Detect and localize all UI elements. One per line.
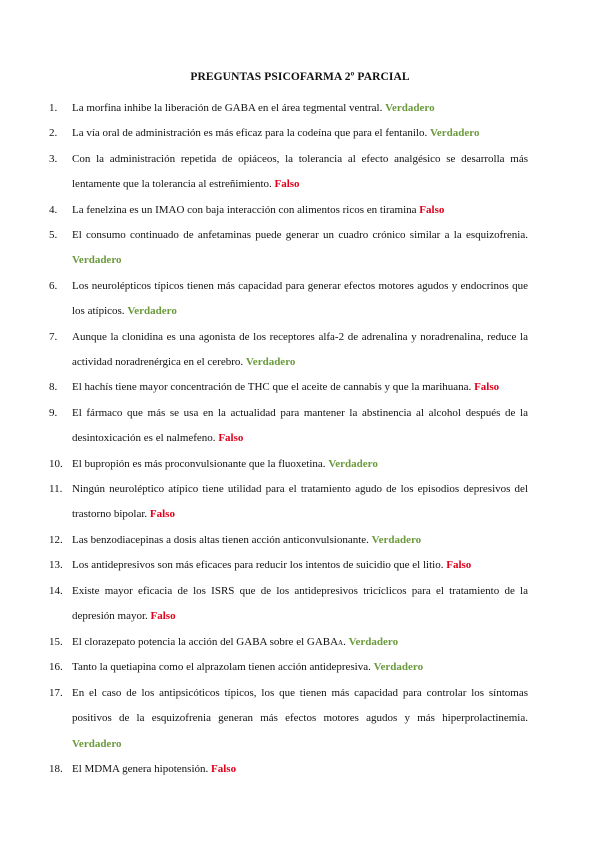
question-text [72,757,528,782]
answer-true-label: Verdadero [72,254,122,267]
question-number: 11. [49,483,63,495]
question-text [72,630,528,656]
answer-false-label: Falso [211,763,237,775]
question-number: 17. [49,687,63,699]
question-number: 2. [49,127,58,139]
question-number: 13. [49,559,63,571]
question-text [72,375,528,400]
question-text [72,198,528,223]
statement-period: . [343,636,346,648]
question-text [72,681,528,757]
answer-true-label: Verdadero [348,636,399,648]
answer-true-label: Verdadero [373,661,424,673]
question-text [72,325,528,376]
question-number: 15. [49,636,63,648]
question-statement: La fenelzina es un IMAO con baja interacción con alimentos ricos en tiramina [72,204,417,216]
answer-false-label: Falso [474,381,500,393]
question-statement: Con la administración repetida de opiáceos, la tolerancia al efecto analgésico se desarrolla más lentamente que la tolerancia al estreñimiento. [72,153,528,191]
question-statement: Ningún neuroléptico atípico tiene utilidad para el tratamiento agudo de los episodios depresivos del trastorno bipolar. [72,483,528,521]
question-text [72,274,528,325]
question-statement: Aunque la clonidina es una agonista de los receptores alfa-2 de adrenalina y noradrenalina, reduce la actividad noradrenérgica en el cerebro. [72,331,528,369]
question-statement: Existe mayor eficacia de los ISRS que de los antidepresivos tricíclicos para el tratamiento de la depresión mayor. [72,585,528,623]
answer-true-label: Verdadero [385,102,435,114]
question-text [72,121,528,146]
question-text [72,147,528,198]
question-number: 1. [49,102,58,114]
question-statement: El fármaco que más se usa en la actualidad para mantener la abstinencia al alcohol después de la desintoxicación es el nalmefeno. [72,407,528,445]
question-number: 14. [49,585,63,597]
answer-false-label: Falso [446,559,472,571]
question-statement: El bupropión es más proconvulsionante que la fluoxetina. [72,458,326,470]
answer-false-label: Falso [149,508,175,521]
question-text [72,477,528,528]
question-number: 4. [49,204,58,216]
question-text [72,223,528,274]
question-statement: El MDMA genera hipotensión. [72,763,209,775]
answer-false-label: Falso [218,432,244,445]
question-statement: El hachís tiene mayor concentración de THC que el aceite de cannabis y que la marihuana. [72,381,472,393]
question-text [72,528,528,553]
question-number: 6. [49,280,58,292]
answer-true-label: Verdadero [371,534,422,546]
question-number: 3. [49,153,58,165]
page-title: PREGUNTAS PSICOFARMA 2º PARCIAL [190,71,410,83]
answer-true-label: Verdadero [328,458,378,470]
answer-true-label: Verdadero [72,737,122,750]
question-statement: Los antidepresivos son más eficaces para reducir los intentos de suicidio que el litio. [72,559,444,571]
receptor-subscript: A [338,639,344,647]
question-number: 10. [49,458,63,470]
answer-false-label: Falso [419,204,445,216]
question-number: 7. [49,331,58,343]
question-text [72,96,528,121]
question-number: 16. [49,661,63,673]
question-statement: Las benzodiacepinas a dosis altas tienen acción anticonvulsionante. [72,534,369,546]
question-number: 18. [49,763,63,775]
question-number: 8. [49,381,58,393]
question-statement: La vía oral de administración es más eficaz para la codeína que para el fentanilo. [72,127,428,139]
question-statement: El clorazepato potencia la acción del GABA sobre el GABA [72,636,339,648]
answer-true-label: Verdadero [245,356,296,369]
question-number: 12. [49,534,63,546]
question-text [72,655,528,680]
answer-true-label: Verdadero [429,127,480,139]
question-number: 5. [49,229,58,241]
question-text [72,553,528,578]
question-text [72,452,528,477]
answer-false-label: Falso [150,610,176,623]
question-text [72,401,528,452]
question-text [72,579,528,630]
question-statement: Los neurolépticos típicos tienen más capacidad para generar efectos motores agudos y endocrinos que los atípicos. [72,280,528,318]
question-statement: La morfina inhibe la liberación de GABA en el área tegmental ventral. [72,102,383,114]
question-number: 9. [49,407,58,419]
answer-false-label: Falso [274,178,300,191]
answer-true-label: Verdadero [127,305,177,318]
question-statement: En el caso de los antipsicóticos típicos, los que tienen más capacidad para controlar los síntomas positivos de la esquizofrenia generan más efectos motores agudos y más hiperprolactinemia. [72,687,528,725]
question-statement: El consumo continuado de anfetaminas puede generar un cuadro crónico similar a la esquizofrenia. [72,229,528,241]
question-statement: Tanto la quetiapina como el alprazolam tienen acción antidepresiva. [72,661,371,673]
